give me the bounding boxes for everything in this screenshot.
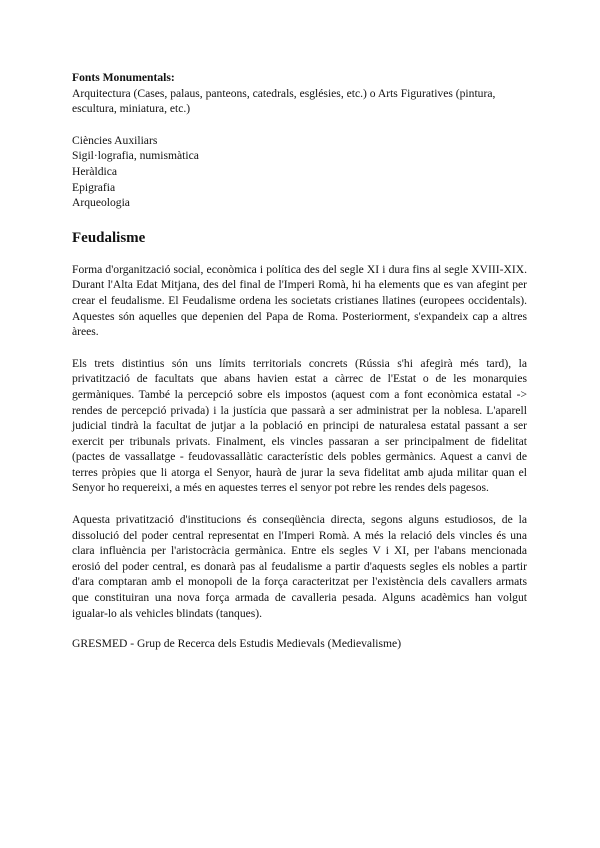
sources-text: Arquitectura (Cases, palaus, panteons, catedrals, esglésies, etc.) o Arts Figuratives (pintura, escultura, miniatura, etc.) bbox=[72, 86, 496, 116]
feudalism-paragraph-3: Aquesta privatització d'institucions és conseqüència directa, segons alguns estudiosos, de la dissolució del poder central representat en l'Imperi Romà. A més la relació dels vincles és una clara influència per l'aristocràcia germànica. Entre els segles V i XI, per l'abans mencionada erosió del poder central, es donarà pas al feudalisme a partir d'aquests segles els nobles a partir d'ara comptaran amb el monopoli de la força caracteritzat per l'existència dels cavallers armats que constituiran una nova força armada de cavalleria pesada. Alguns acadèmics han volgut igualar-lo als vehicles blindats (tanques). bbox=[72, 513, 527, 620]
feudalism-paragraph-2: Els trets distintius són uns límits territorials concrets (Rússia s'hi afegirà més tard), la privatització de facultats que abans havien estat a càrrec de l'Estat o de les monarquies germàniques. També la percepció sobre els impostos (aquest com a font econòmica estatal -> rendes de percepció privada) i la justícia que passarà a ser administrat per la noblesa. L'aparell judicial tindrà la facultat de jutjar a la població en principi de naturalesa estatal passant a ser exercit per tribunals privats. Finalment, els vincles passaran a ser principalment de fidelitat (pactes de vassallatge - feudovassallàtic característic dels pobles germànics. Aquest a canvi de terres pròpies que li atorga el Senyor, haurà de jurar la seva fidelitat amb ajuda militar quan el Senyor ho requereixi, a més en aquestes terres el senyor pot rebre les rendes dels pagesos. bbox=[72, 356, 527, 495]
footer-text: GRESMED - Grup de Recerca dels Estudis Medievals (Medievalisme) bbox=[72, 637, 402, 651]
feudalism-paragraph-1: Forma d'organització social, econòmica i política des del segle XI i dura fins al segle XVIII-XIX. Durant l'Alta Edat Mitjana, des del final de l'Imperi Romà, hi ha elements que es van afegint per crear el feudalisme. El Feudalisme ordena les societats cristianes llatines (europees occidentals). Aquestes són aquelles que depenien del Papa de Roma. Posteriorment, s'expandeix cap a altres àrees. bbox=[72, 262, 527, 339]
auxiliary-item: Ciències Auxiliars bbox=[72, 133, 158, 147]
auxiliary-item: Sigil·lografia, numismàtica bbox=[72, 149, 199, 163]
document-page bbox=[72, 70, 527, 652]
auxiliary-list bbox=[72, 133, 527, 211]
auxiliary-item: Epigrafia bbox=[72, 180, 116, 194]
auxiliary-item: Arqueologia bbox=[72, 196, 130, 210]
auxiliary-item: Heràldica bbox=[72, 164, 118, 178]
sources-heading: Fonts Monumentals: bbox=[72, 71, 175, 84]
feudalism-title: Feudalisme bbox=[72, 229, 146, 246]
